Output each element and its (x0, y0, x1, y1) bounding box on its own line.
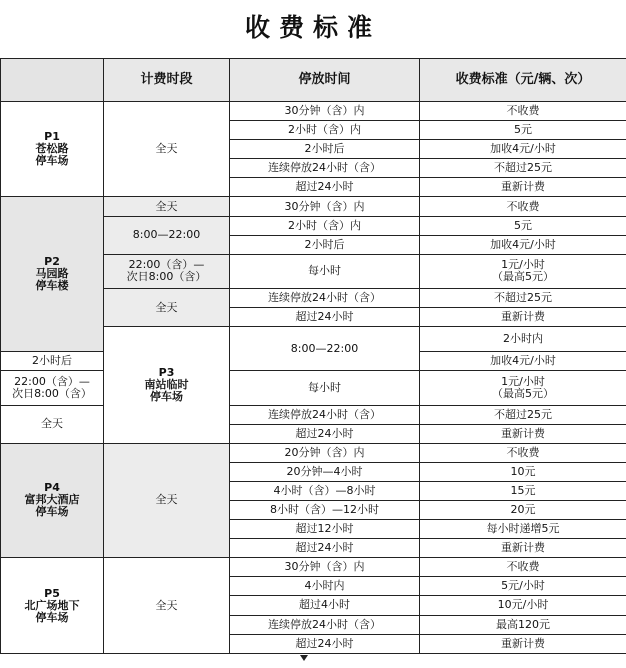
period-cell: 全天 (1, 405, 104, 443)
lot-name: 苍松路 (35, 142, 69, 156)
period-line: 22:00（含）— (128, 258, 205, 272)
fee-cell: 不收费 (420, 197, 626, 216)
duration-cell: 超过24小时 (230, 539, 420, 558)
duration-cell: 连续停放24小时（含） (230, 159, 420, 178)
lot-code: P5 (44, 586, 60, 600)
fee-cell: 不超过25元 (420, 288, 626, 307)
fee-cell: 重新计费 (420, 539, 626, 558)
period-cell (1, 371, 104, 405)
fee-cell: 15元 (420, 481, 626, 500)
duration-cell: 超过24小时 (230, 308, 420, 327)
fee-cell (420, 371, 626, 405)
duration-cell: 2小时后 (1, 352, 104, 371)
header-corner (1, 59, 104, 102)
duration-cell: 8小时（含）—12小时 (230, 500, 420, 519)
fee-line: （最高5元） (492, 270, 554, 284)
fee-cell: 加收4元/小时 (420, 352, 626, 371)
fee-cell: 重新计费 (420, 178, 626, 197)
period-cell: 全天 (104, 443, 230, 558)
duration-cell: 超过24小时 (230, 424, 420, 443)
lot-name: 富邦大酒店 (24, 493, 80, 507)
duration-cell: 30分钟（含）内 (230, 197, 420, 216)
fee-cell: 重新计费 (420, 424, 626, 443)
period-line: 次日8:00（含） (12, 386, 92, 400)
fee-cell: 重新计费 (420, 308, 626, 327)
duration-cell: 30分钟（含）内 (230, 558, 420, 577)
lot-p5 (1, 558, 104, 654)
duration-cell: 每小时 (230, 371, 420, 405)
lot-p4 (1, 443, 104, 558)
header-fee: 收费标准（元/辆、次） (420, 59, 626, 102)
lot-code: P2 (44, 255, 60, 269)
lot-code: P1 (44, 130, 60, 144)
period-cell: 全天 (104, 288, 230, 326)
fee-cell: 不收费 (420, 558, 626, 577)
duration-cell: 每小时 (230, 254, 420, 288)
table-row (1, 558, 626, 577)
fee-cell: 不超过25元 (420, 159, 626, 178)
lot-name: 停车场 (35, 610, 69, 624)
duration-cell: 20分钟（含）内 (230, 443, 420, 462)
lot-name: 停车场 (35, 154, 69, 168)
lot-name: 停车楼 (35, 279, 69, 293)
period-cell (104, 254, 230, 288)
duration-cell: 2小时后 (230, 140, 420, 159)
fee-cell: 10元/小时 (420, 596, 626, 615)
caret-down-icon (300, 655, 308, 661)
fee-cell: 20元 (420, 500, 626, 519)
period-line: 22:00（含）— (14, 374, 90, 388)
fee-cell: 5元 (420, 216, 626, 235)
table-row (1, 197, 626, 216)
bottom-margin (0, 654, 626, 668)
period-cell: 8:00—22:00 (104, 216, 230, 254)
fee-cell: 最高120元 (420, 615, 626, 634)
duration-cell: 20分钟—4小时 (230, 462, 420, 481)
duration-cell: 4小时内 (230, 577, 420, 596)
fee-cell: 不超过25元 (420, 405, 626, 424)
period-cell: 全天 (104, 197, 230, 216)
fee-cell: 不收费 (420, 102, 626, 121)
table-row (1, 371, 626, 405)
fee-cell: 5元/小时 (420, 577, 626, 596)
duration-cell: 30分钟（含）内 (230, 102, 420, 121)
duration-cell: 超过12小时 (230, 520, 420, 539)
fee-cell (420, 254, 626, 288)
lot-code: P4 (44, 481, 60, 495)
duration-cell: 2小时内 (420, 327, 626, 352)
lot-name: 南站临时 (144, 377, 189, 391)
lot-code: P3 (158, 365, 175, 379)
fee-cell: 加收4元/小时 (420, 235, 626, 254)
duration-cell: 2小时后 (230, 235, 420, 254)
lot-name: 马园路 (35, 267, 69, 281)
header-period: 计费时段 (104, 59, 230, 102)
fee-cell: 5元 (420, 121, 626, 140)
duration-cell: 超过4小时 (230, 596, 420, 615)
fee-cell: 每小时递增5元 (420, 520, 626, 539)
fee-line: 1元/小时 (501, 374, 545, 388)
duration-cell: 连续停放24小时（含） (230, 288, 420, 307)
table-row (1, 102, 626, 121)
period-cell: 全天 (104, 102, 230, 197)
fee-line: 1元/小时 (501, 258, 545, 272)
fee-table (0, 58, 626, 654)
lot-p3 (104, 327, 230, 444)
header-row (1, 59, 626, 102)
lot-p1 (1, 102, 104, 197)
duration-cell: 2小时（含）内 (230, 121, 420, 140)
duration-cell: 超过24小时 (230, 634, 420, 653)
fee-line: （最高5元） (492, 386, 554, 400)
duration-cell: 连续停放24小时（含） (230, 405, 420, 424)
lot-name: 停车场 (150, 389, 183, 403)
duration-cell: 2小时（含）内 (230, 216, 420, 235)
fee-cell: 加收4元/小时 (420, 140, 626, 159)
fee-cell: 不收费 (420, 443, 626, 462)
fee-cell: 10元 (420, 462, 626, 481)
fee-cell: 重新计费 (420, 634, 626, 653)
duration-cell: 4小时（含）—8小时 (230, 481, 420, 500)
table-row (1, 443, 626, 462)
period-line: 次日8:00（含） (126, 270, 207, 284)
header-duration: 停放时间 (230, 59, 420, 102)
lot-p2 (1, 197, 104, 352)
lot-name: 北广场地下 (24, 598, 80, 612)
lot-name: 停车场 (35, 505, 69, 519)
duration-cell: 超过24小时 (230, 178, 420, 197)
table-row (1, 405, 626, 424)
duration-cell: 连续停放24小时（含） (230, 615, 420, 634)
period-cell: 全天 (104, 558, 230, 654)
period-cell: 8:00—22:00 (230, 327, 420, 371)
page-title: 收费标准 (244, 13, 381, 42)
